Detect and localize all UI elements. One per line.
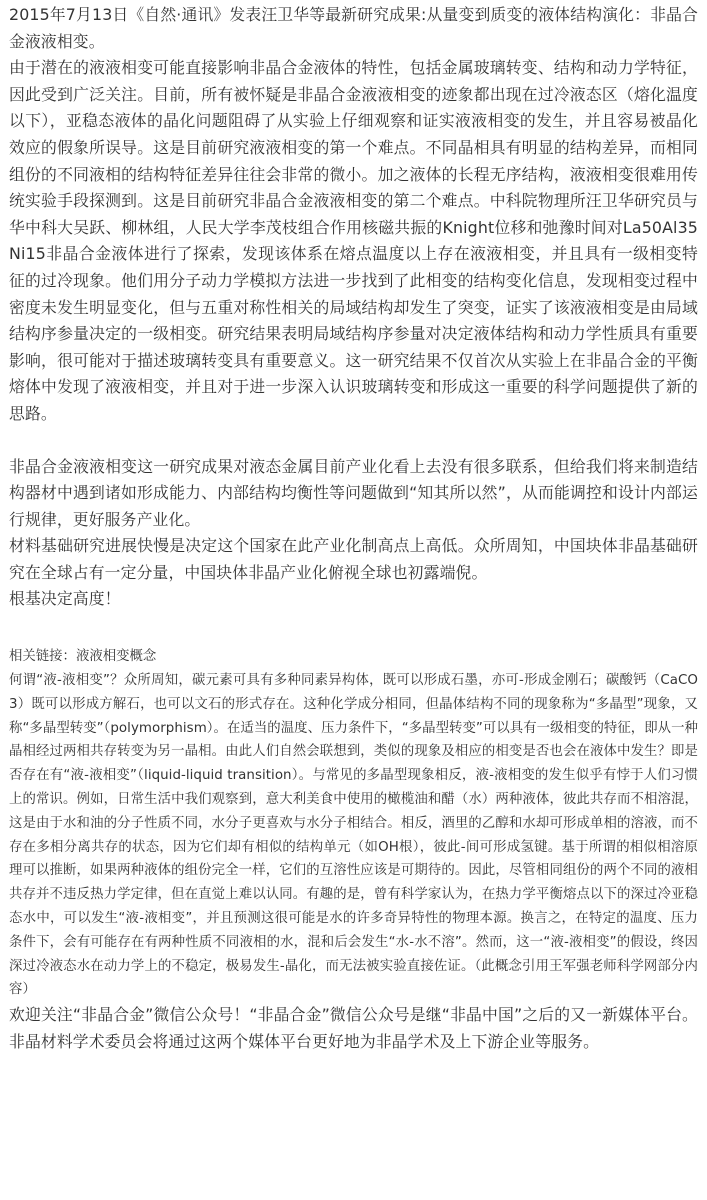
article-paragraph-foundation: 材料基础研究进展快慢是决定这个国家在此产业化制高点上高低。众所周知，中国块体非晶基础研究在全球占有一定分量，中国块体非晶产业化俯视全球也初露端倪。 — [9, 536, 698, 582]
section-gap — [9, 613, 698, 629]
section-gap — [9, 629, 698, 645]
closing-paragraph: 欢迎关注“非晶合金”微信公众号！“非晶合金”微信公众号是继“非晶中国”之后的又一新媒体平台。非晶材料学术委员会将通过这两个媒体平台更好地为非晶学术及上下游企业等服务。 — [9, 1005, 698, 1051]
article-lead: 2015年7月13日《自然·通讯》发表汪卫华等最新研究成果:从量变到质变的液体结构演化：非晶合金液液相变。 — [9, 5, 698, 51]
paragraph-gap — [9, 428, 698, 454]
article-paragraph-motto: 根基决定高度！ — [9, 589, 121, 609]
concept-explanation: 何谓“液-液相变”？众所周知，碳元素可具有多种同素异构体，既可以形成石墨，亦可-形成金刚石；碳酸钙（CaCO3）既可以形成方解石，也可以文石的形式存在。这种化学成分相同，但晶体结构不同的现象称为“多晶型”现象，又称“多晶型转变”（polymorphism）。在适当的温度、压力条件下，“多晶型转变”可以具有一级相变的特征，即从一种晶相经过两相共存转变为另一晶相。由此人们自然会联想到，类似的现象及相应的相变是否也会在液体中发生？即是否存在有“液-液相变”（liquid-liquid transition）。与常见的多晶型现象相反，液-液相变的发生似乎有悖于人们习惯上的常识。例如，日常生活中我们观察到，意大利美食中使用的橄榄油和醋（水）两种液体，彼此共存而不相溶混，这是由于水和油的分子性质不同，水分子更喜欢与水分子相结合。相反，酒里的乙醇和水却可形成单相的溶液，而不存在多相分离共存的状态，因为它们却有相似的结构单元（如OH根），彼此-间可形成氢键。基于所谓的相似相溶原理可以推断，如果两种液体的组份完全一样，它们的互溶性应该是可期待的。因此，尽管相同组份的两个不同的液相共存并不违反热力学定律，但在直觉上难以认同。有趣的是，曾有科学家认为，在热力学平衡熔点以下的深过冷亚稳态水中，可以发生“液-液相变”，并且预测这很可能是水的许多奇异特性的物理本源。换言之，在特定的温度、压力条件下，会有可能存在有两种性质不同液相的水，混和后会发生“水-水不溶”。然而，这一“液-液相变”的假设，终因深过冷液态水在动力学上的不稳定，极易发生-晶化，而无法被实验直接佐证。（此概念引用王军强老师科学网部分内容） — [9, 673, 698, 998]
related-link-label: 相关链接：液液相变概念 — [9, 649, 157, 665]
article-paragraph-industry: 非晶合金液液相变这一研究成果对液态金属目前产业化看上去没有很多联系，但给我们将来制造结构器材中遇到诸如形成能力、内部结构均衡性等问题做到“知其所以然”，从而能调控和设计内部运行规律，更好服务产业化。 — [9, 456, 698, 529]
article-paragraph-research: 由于潜在的液液相变可能直接影响非晶合金液体的特性，包括金属玻璃转变、结构和动力学特征，因此受到广泛关注。目前，所有被怀疑是非晶合金液液相变的迹象都出现在过冷液态区（熔化温度以下），亚稳态液体的晶化问题阻碍了从实验上仔细观察和证实液液相变的发生，并且容易被晶化效应的假象所误导。这是目前研究液液相变的第一个难点。不同晶相具有明显的结构差异，而相同组份的不同液相的结构特征差异往往会非常的微小。加之液体的长程无序结构，液液相变很难用传统实验手段探测到。这是目前研究非晶合金液液相变的第二个难点。中科院物理所汪卫华研究员与华中科大吴跃、柳林组，人民大学李茂枝组合作用核磁共振的Knight位移和弛豫时间对La50Al35Ni15非晶合金液体进行了探索，发现该体系在熔点温度以上存在液液相变，并且具有一级相变特征的过冷现象。他们用分子动力学模拟方法进一步找到了此相变的结构变化信息，发现相变过程中密度未发生明显变化，但与五重对称性相关的局域结构却发生了突变，证实了该液液相变是由局域结构序参量决定的一级相变。研究结果表明局域结构序参量对决定液体结构和动力学性质具有重要影响，很可能对于描述玻璃转变具有重要意义。这一研究结果不仅首次从实验上在非晶合金的平衡熔体中发现了液液相变，并且对于进一步深入认识玻璃转变和形成这一重要的科学问题提供了新的思路。 — [9, 58, 698, 423]
